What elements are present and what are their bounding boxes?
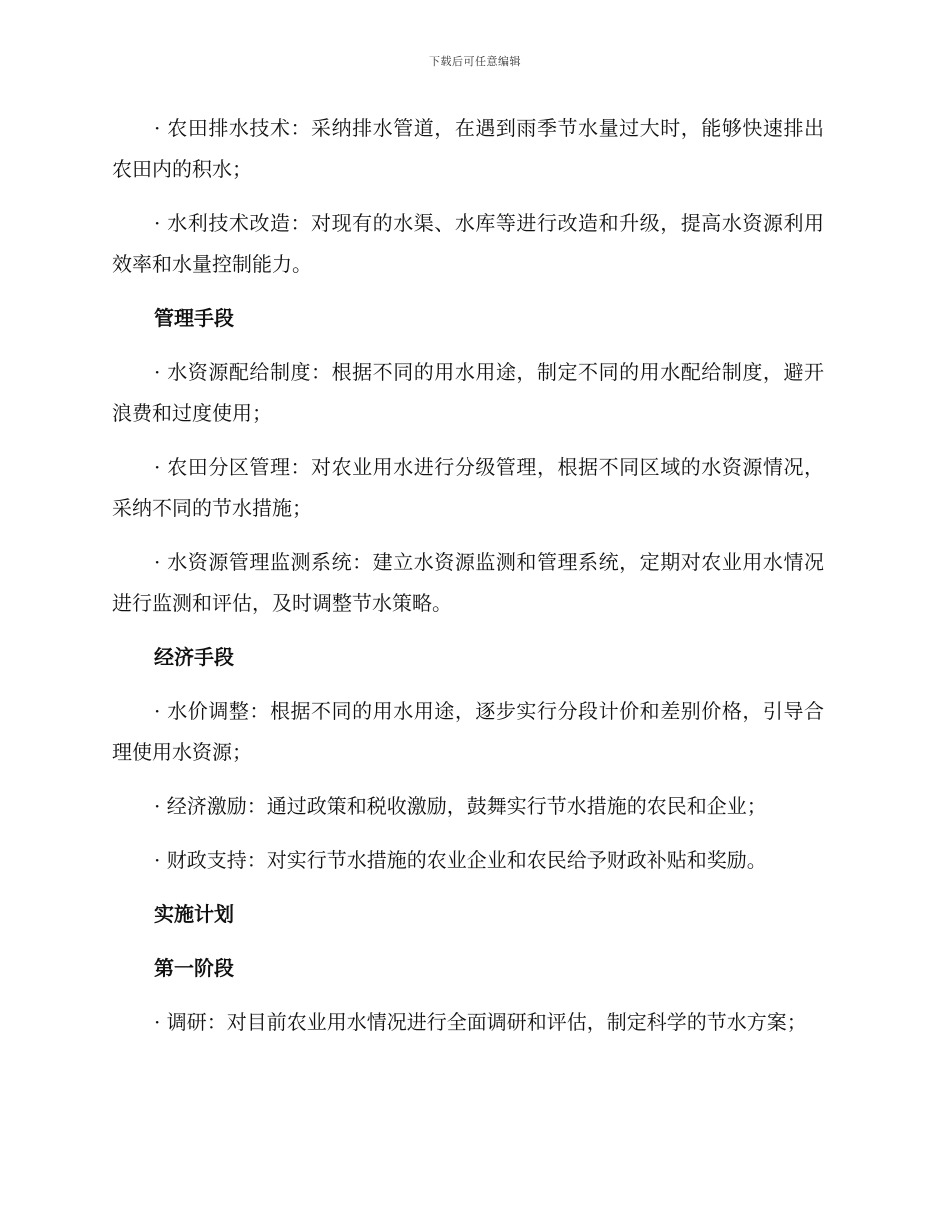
section-heading-economic: 经济手段 — [154, 645, 234, 669]
section-heading-phase-one: 第一阶段 — [154, 956, 234, 980]
section-heading-implementation-plan: 实施计划 — [154, 902, 234, 926]
section-heading-management: 管理手段 — [154, 306, 234, 330]
paragraph-water-conservancy-upgrade: · 水利技术改造：对现有的水渠、水库等进行改造和升级，提高水资源利用效率和水量控制能力。 — [112, 211, 824, 276]
paragraph-water-allocation: · 水资源配给制度：根据不同的用水用途，制定不同的用水配给制度，避开浪费和过度使用； — [112, 360, 824, 425]
paragraph-monitoring-system: · 水资源管理监测系统：建立水资源监测和管理系统，定期对农业用水情况进行监测和评估，及时调整节水策略。 — [112, 550, 824, 615]
paragraph-survey: · 调研：对目前农业用水情况进行全面调研和评估，制定科学的节水方案； — [154, 1010, 807, 1034]
document-body — [112, 108, 824, 1056]
page-header-note: 下载后可任意编辑 — [429, 55, 521, 68]
paragraph-water-pricing: · 水价调整：根据不同的用水用途，逐步实行分段计价和差别价格，引导合理使用水资源； — [112, 699, 824, 764]
paragraph-farmland-drainage: · 农田排水技术：采纳排水管道，在遇到雨季节水量过大时，能够快速排出农田内的积水； — [112, 116, 824, 181]
paragraph-financial-support: · 财政支持：对实行节水措施的农业企业和农民给予财政补贴和奖励。 — [154, 848, 767, 872]
paragraph-economic-incentives: · 经济激励：通过政策和税收激励，鼓舞实行节水措施的农民和企业； — [154, 794, 767, 818]
paragraph-zoned-management: · 农田分区管理：对农业用水进行分级管理，根据不同区域的水资源情况，采纳不同的节水措施； — [112, 455, 824, 520]
